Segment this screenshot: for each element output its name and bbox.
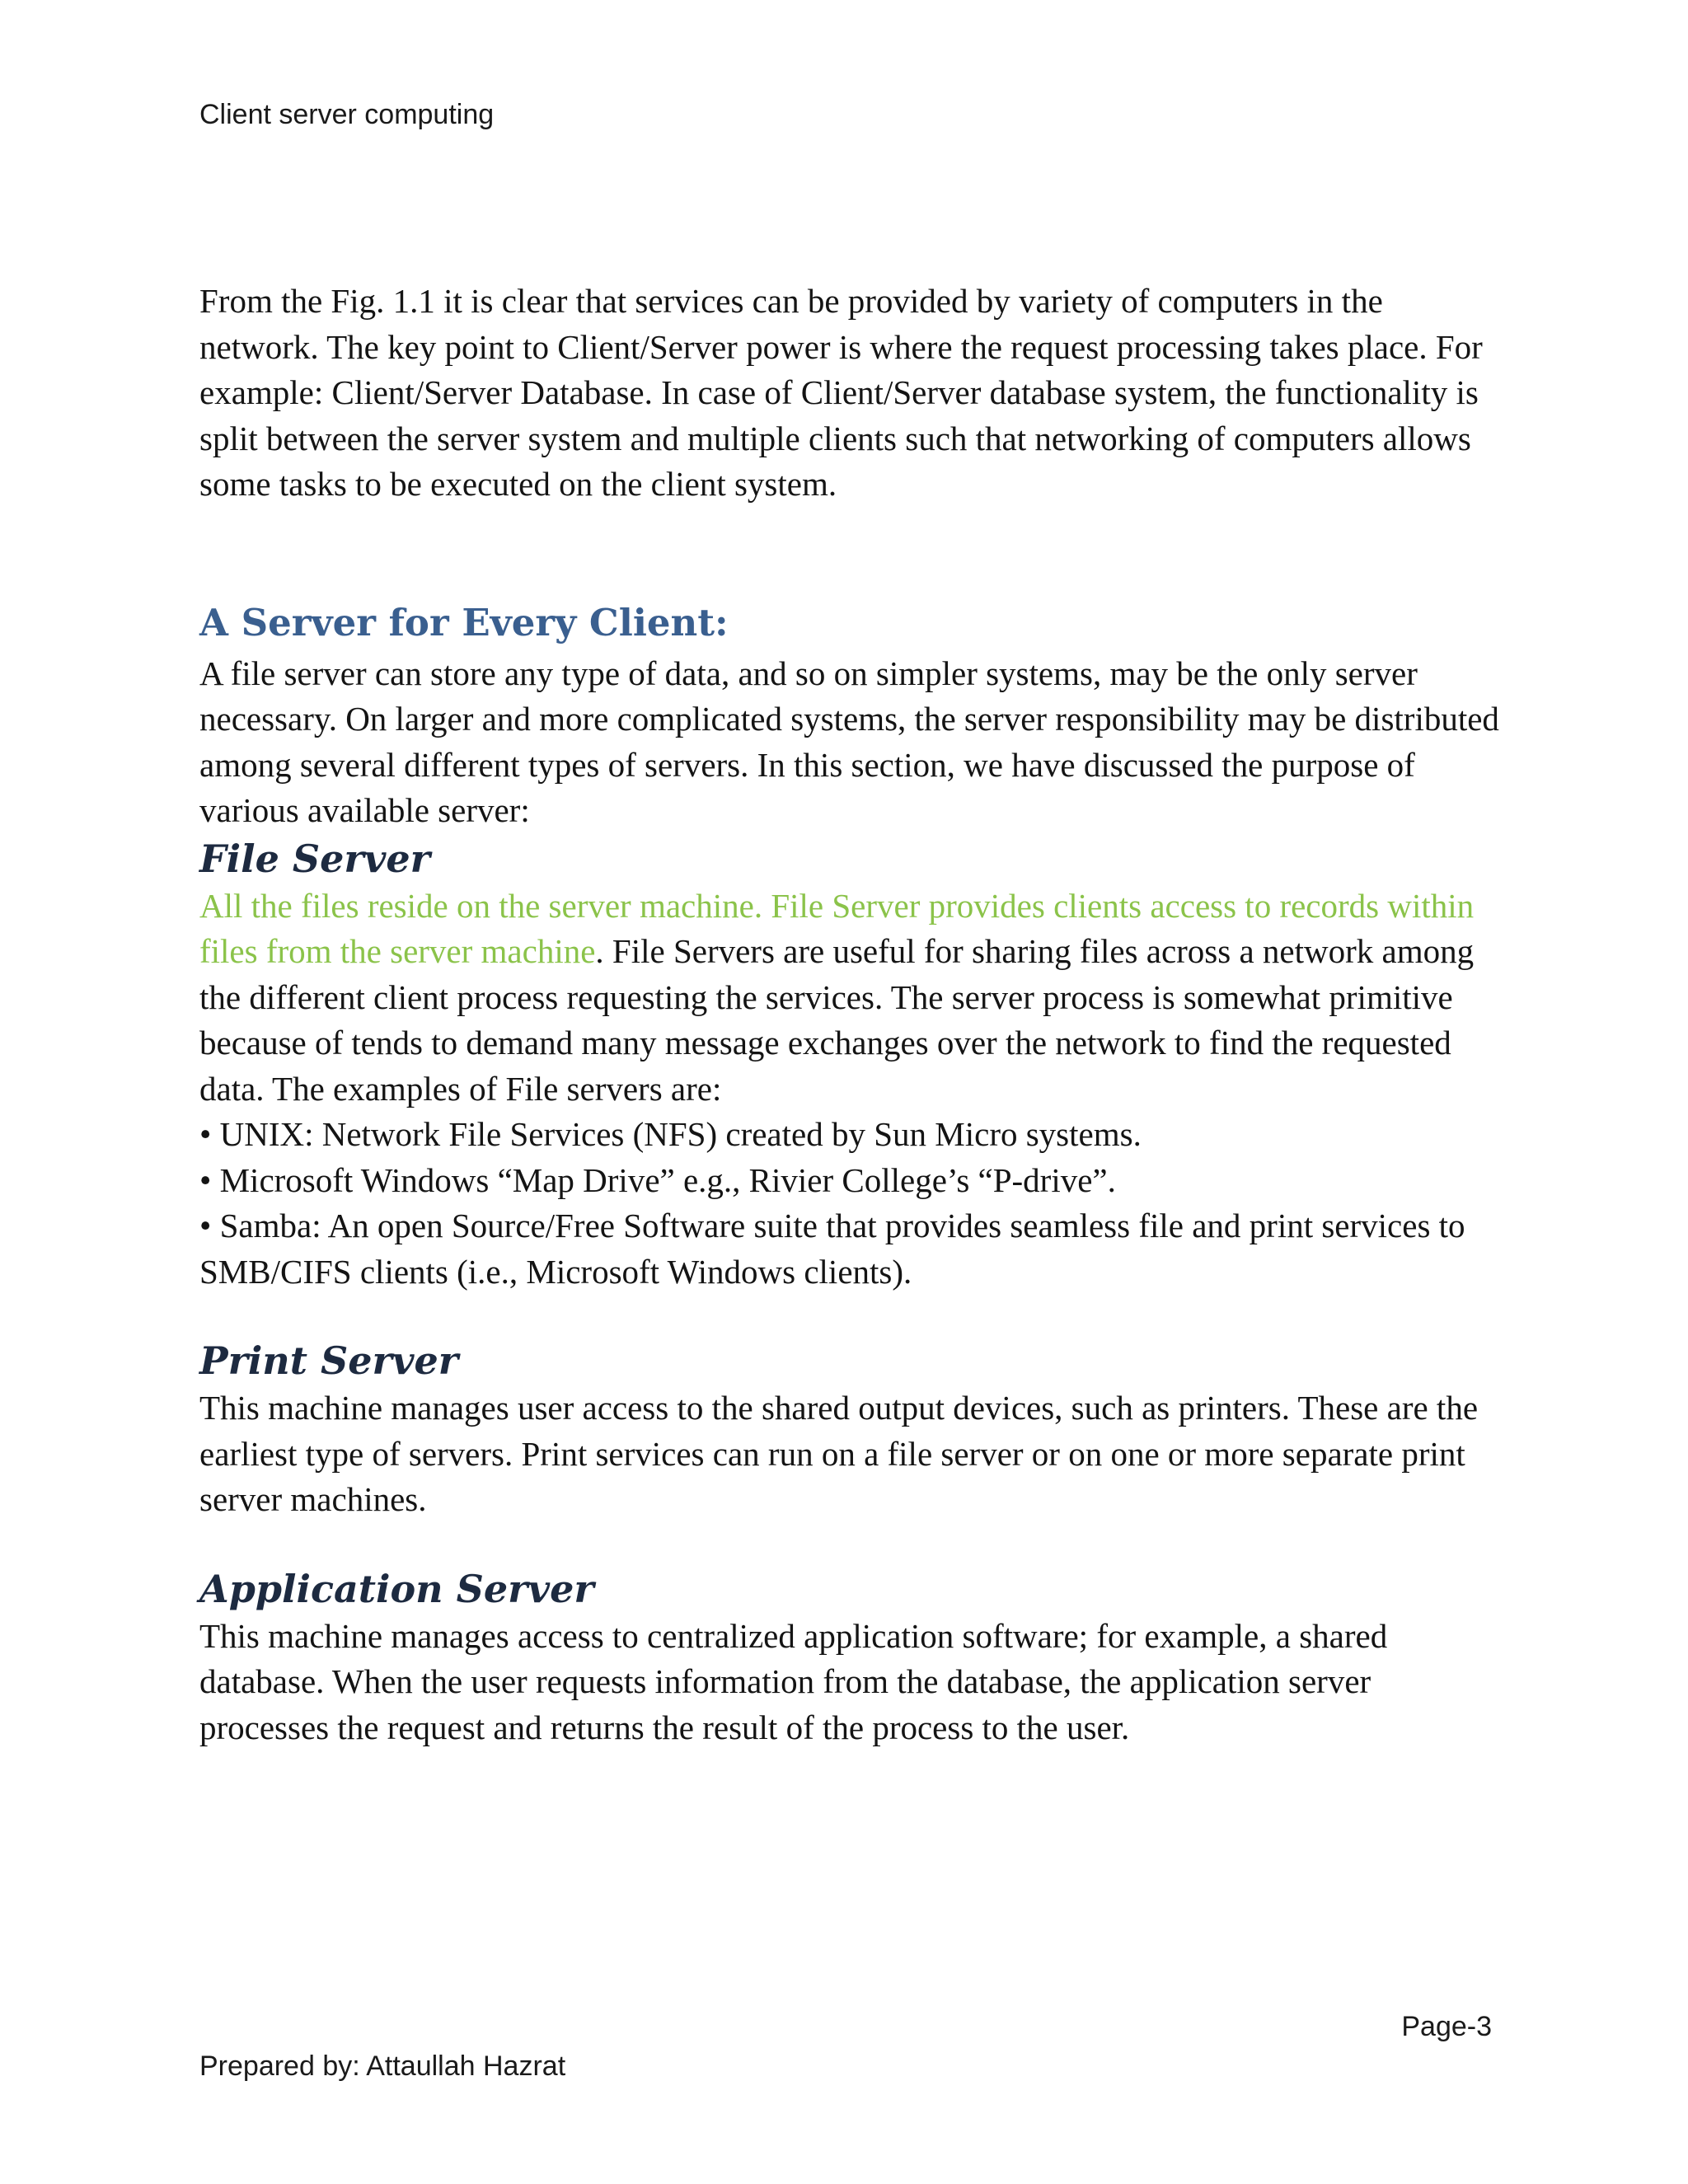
section-paragraph: A file server can store any type of data, and so on simpler systems, may be the only server necessary. On larger and more complicated systems, the server responsibility may be distributed among several different types of servers. In this section, we have discussed the purpose of various available server: — [199, 654, 1499, 829]
list-item: • UNIX: Network File Services (NFS) created by Sun Micro systems. — [199, 1115, 1142, 1153]
running-header: Client server computing — [199, 99, 495, 130]
file-server-paragraph — [199, 883, 1502, 1113]
page-number: Page-3 — [1401, 2011, 1492, 2042]
print-server-paragraph: This machine manages user access to the shared output devices, such as printers. These are the earliest type of servers. Print services can run on a file server or on one or more separate print server machines. — [199, 1389, 1479, 1518]
file-server-examples — [199, 1112, 1502, 1295]
page-content — [199, 279, 1502, 1750]
file-server-text: . File Servers are useful for sharing files across a network among the different client process requesting the services. The server process is somewhat primitive because of tends to demand many message exchanges over the network to find the requested data. The examples of File servers are: — [199, 932, 1475, 1108]
intro-paragraph: From the Fig. 1.1 it is clear that services can be provided by variety of computers in the network. The key point to Client/Server power is where the request processing takes place. For example: Client/Server Database. In case of Client/Server database system, the functionality is split between the server system and multiple clients such that networking of computers allows some tasks to be executed on the client system. — [199, 282, 1483, 503]
application-server-heading: Application Server — [199, 1566, 594, 1611]
application-server-paragraph: This machine manages access to centralized application software; for example, a shared database. When the user requests information from the database, the application server processes the request and returns the result of the process to the user. — [199, 1616, 1388, 1746]
list-item: • Microsoft Windows “Map Drive” e.g., Rivier College’s “P-drive”. — [199, 1160, 1116, 1199]
spacer — [199, 508, 1502, 598]
list-item: • Samba: An open Source/Free Software suite that provides seamless file and print services to SMB/CIFS clients (i.e., Microsoft Windows clients). — [199, 1207, 1465, 1291]
file-server-highlight: All the files reside on the server machine. File Server provides clients access to records within files from the server machine — [199, 886, 1475, 970]
section-heading: A Server for Every Client: — [199, 600, 729, 644]
print-server-heading: Print Server — [199, 1338, 458, 1383]
prepared-by: Prepared by: Attaullah Hazrat — [199, 2050, 566, 2082]
file-server-heading: File Server — [199, 836, 430, 881]
